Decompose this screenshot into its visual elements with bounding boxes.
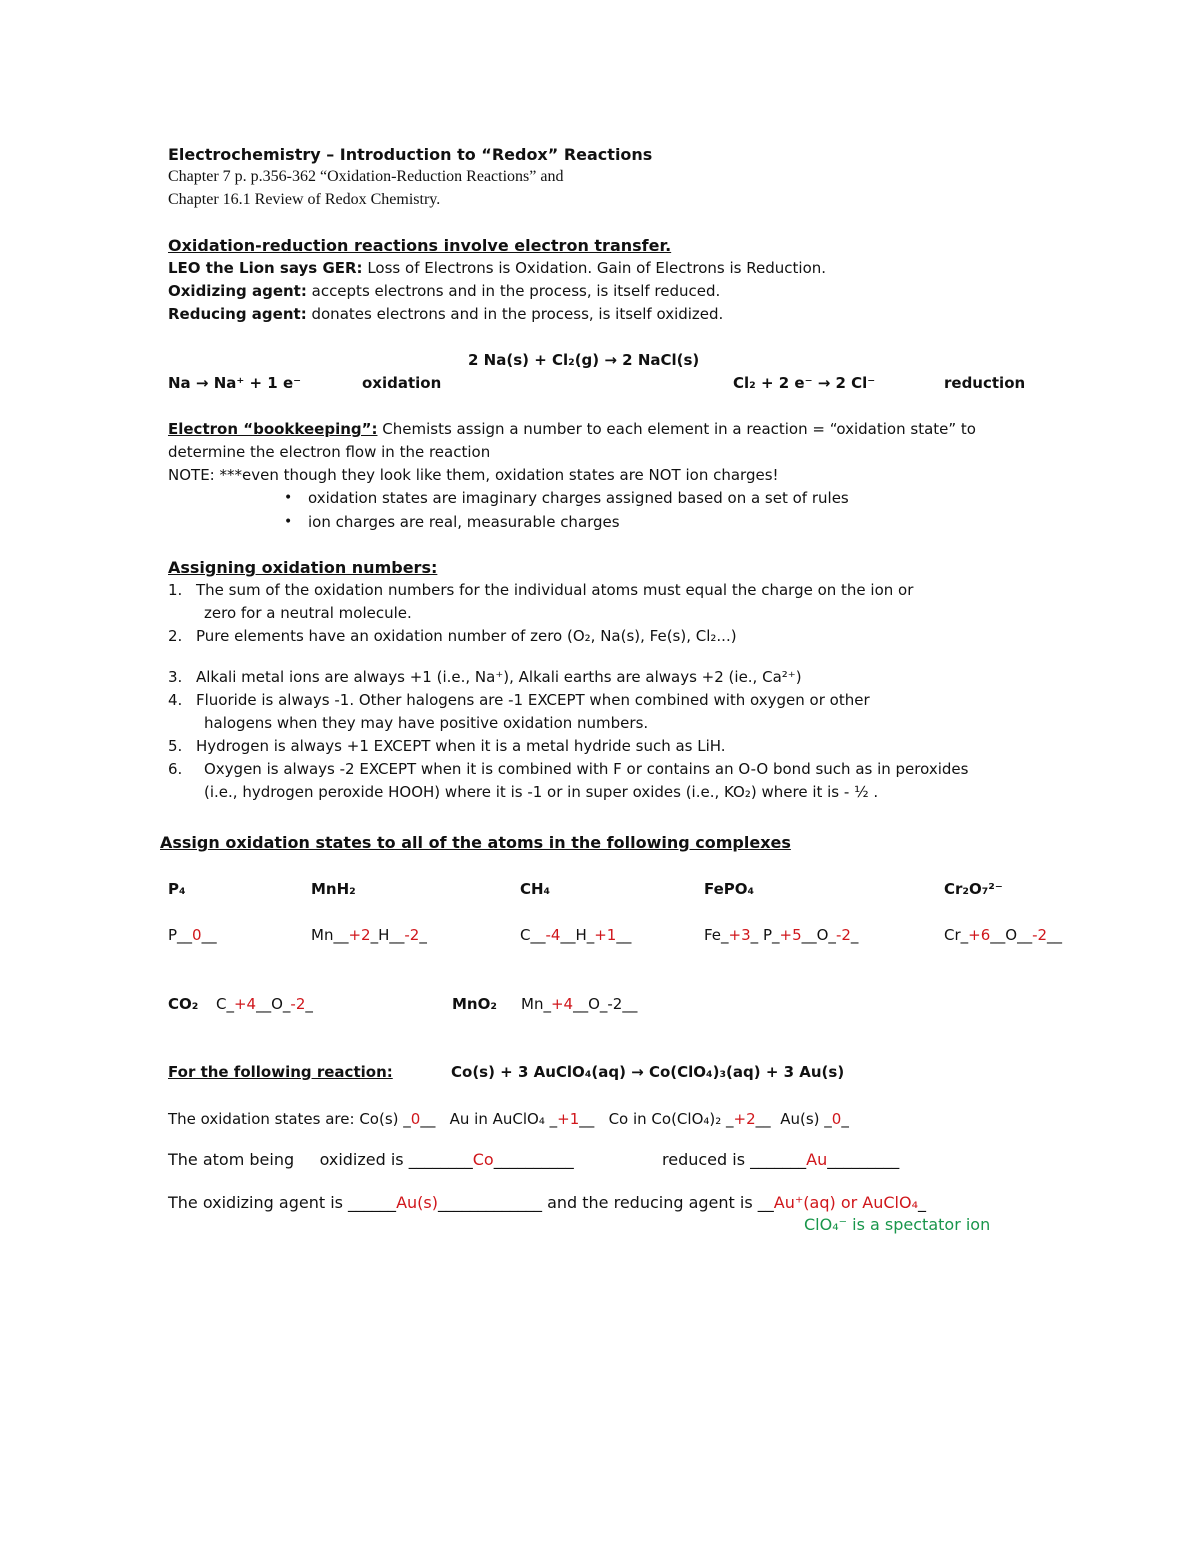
leo-label: LEO the Lion says GER:	[168, 259, 363, 277]
bookkeeping-bullet-2: ion charges are real, measurable charges	[308, 513, 620, 531]
answer-co2: C_+4__O_-2_	[216, 995, 313, 1013]
state-aus-answer: 0	[831, 1110, 842, 1128]
rule-6-line-b: (i.e., hydrogen peroxide HOOH) where it is -1 or in super oxides (i.e., KO₂) where it is - ½ .	[204, 783, 879, 801]
redox-heading: Oxidation-reduction reactions involve electron transfer.	[168, 236, 672, 255]
bookkeeping-bullet-1: oxidation states are imaginary charges assigned based on a set of rules	[308, 489, 849, 507]
reduced-line: reduced is _______Au_________	[662, 1150, 900, 1169]
rule-number-6: 6.	[168, 760, 183, 778]
oxidizing-agent-prompt: The oxidizing agent is ______	[168, 1193, 397, 1212]
compound-mnh2: MnH₂	[311, 880, 356, 898]
state-co2-label: Co in Co(ClO₄)₂ _	[608, 1110, 734, 1128]
rule-4-line-b: halogens when they may have positive oxidation numbers.	[204, 714, 649, 732]
oxidized-label: oxidized is ________	[319, 1150, 473, 1169]
oxidizing-agent-answer: Au(s)	[396, 1193, 438, 1212]
atom-label: The atom being	[168, 1150, 295, 1169]
rule-1-line-b: zero for a neutral molecule.	[204, 604, 412, 622]
state-au-label: Au in AuClO₄ _	[449, 1110, 558, 1128]
compound-mno2: MnO₂	[452, 995, 497, 1013]
leo-text: Loss of Electrons is Oxidation. Gain of Electrons is Reduction.	[367, 259, 827, 277]
rules-heading: Assigning oxidation numbers:	[168, 558, 438, 577]
spectator-note: ClO₄⁻ is a spectator ion	[804, 1215, 991, 1234]
cobalt-gold-equation: Co(s) + 3 AuClO₄(aq) → Co(ClO₄)₃(aq) + 3 Au(s)	[451, 1063, 845, 1081]
rule-number-5: 5.	[168, 737, 183, 755]
reduced-label: reduced is _______	[662, 1150, 807, 1169]
reducing-agent-text: donates electrons and in the process, is itself oxidized.	[311, 305, 724, 323]
atom-line: The atom being oxidized is ________Co__________	[168, 1150, 574, 1169]
rule-number-2: 2.	[168, 627, 183, 645]
sodium-chlorine-equation: 2 Na(s) + Cl₂(g) → 2 NaCl(s)	[468, 351, 700, 369]
oxidation-label: oxidation	[362, 374, 442, 392]
agent-line: The oxidizing agent is ______Au(s)_____________ and the reducing agent is __Au⁺(aq) or AuClO₄_	[168, 1193, 926, 1212]
compound-p4: P₄	[168, 880, 186, 898]
reaction-heading: For the following reaction:	[168, 1063, 393, 1081]
rule-number-1: 1.	[168, 581, 183, 599]
compound-fepo4: FePO₄	[704, 880, 755, 898]
rule-3: Alkali metal ions are always +1 (i.e., Na⁺), Alkali earths are always +2 (ie., Ca²⁺)	[196, 668, 802, 686]
oxidation-states-line: The oxidation states are: Co(s) _0__ Au in AuClO₄ _+1__ Co in Co(ClO₄)₂ _+2__ Au(s) _0_	[168, 1110, 849, 1128]
reduction-label: reduction	[944, 374, 1026, 392]
answer-cr2o7: Cr_+6__O__-2__	[944, 926, 1063, 944]
states-label: The oxidation states are:	[168, 1110, 355, 1128]
bookkeeping-line-2: determine the electron flow in the reaction	[168, 443, 491, 461]
bookkeeping-note: NOTE: ***even though they look like them, oxidation states are NOT ion charges!	[168, 466, 779, 484]
page-title: Electrochemistry – Introduction to “Redox” Reactions	[168, 145, 653, 164]
rule-5: Hydrogen is always +1 EXCEPT when it is a metal hydride such as LiH.	[196, 737, 726, 755]
leo-line	[168, 259, 826, 277]
rule-2: Pure elements have an oxidation number of zero (O₂, Na(s), Fe(s), Cl₂...)	[196, 627, 737, 645]
oxidized-answer: Co	[472, 1150, 494, 1169]
chapter-ref-2: Chapter 16.1 Review of Redox Chemistry.	[168, 191, 441, 208]
answer-ch4: C__-4__H_+1__	[520, 926, 632, 944]
answer-mno2: Mn_+4__O_-2__	[521, 995, 638, 1013]
rule-6-line-a: Oxygen is always -2 EXCEPT when it is combined with F or contains an O-O bond such as in peroxides	[204, 760, 969, 778]
bookkeeping-line-1	[168, 420, 976, 438]
reducing-agent-answer: Au⁺(aq) or AuClO₄	[773, 1193, 918, 1212]
chapter-ref-1: Chapter 7 p. p.356-362 “Oxidation-Reduction Reactions” and	[168, 168, 564, 185]
reducing-agent-label: Reducing agent:	[168, 305, 307, 323]
answer-fepo4: Fe_+3_ P_+5__O_-2_	[704, 926, 859, 944]
answer-p4: P__0__	[168, 926, 217, 944]
oxidizing-agent-line	[168, 282, 720, 300]
reducing-agent-line	[168, 305, 723, 323]
compound-ch4: CH₄	[520, 880, 551, 898]
rule-number-3: 3.	[168, 668, 183, 686]
reducing-agent-prompt: and the reducing agent is __	[547, 1193, 774, 1212]
bookkeeping-text-1: Chemists assign a number to each element in a reaction = “oxidation state” to	[382, 420, 976, 438]
compound-cr2o7: Cr₂O₇²⁻	[944, 880, 1003, 898]
half-reaction-oxidation: Na → Na⁺ + 1 e⁻	[168, 374, 302, 392]
bullet-icon: •	[284, 514, 293, 530]
half-reaction-reduction: Cl₂ + 2 e⁻ → 2 Cl⁻	[733, 374, 876, 392]
oxidizing-agent-label: Oxidizing agent:	[168, 282, 307, 300]
state-aus-label: Au(s) _	[780, 1110, 832, 1128]
bookkeeping-heading: Electron “bookkeeping”:	[168, 420, 378, 438]
state-au-answer: +1	[557, 1110, 580, 1128]
oxidizing-agent-text: accepts electrons and in the process, is itself reduced.	[311, 282, 721, 300]
state-co2-answer: +2	[733, 1110, 756, 1128]
rule-4-line-a: Fluoride is always -1. Other halogens are -1 EXCEPT when combined with oxygen or other	[196, 691, 870, 709]
rule-number-4: 4.	[168, 691, 183, 709]
compound-co2: CO₂	[168, 995, 199, 1013]
reduced-answer: Au	[806, 1150, 828, 1169]
bullet-icon: •	[284, 490, 293, 506]
state-co-answer: 0	[410, 1110, 421, 1128]
assign-heading: Assign oxidation states to all of the atoms in the following complexes	[160, 833, 791, 852]
answer-mnh2: Mn__+2_H__-2_	[311, 926, 427, 944]
rule-1-line-a: The sum of the oxidation numbers for the individual atoms must equal the charge on the ion or	[196, 581, 914, 599]
state-co-label: Co(s) _	[359, 1110, 411, 1128]
